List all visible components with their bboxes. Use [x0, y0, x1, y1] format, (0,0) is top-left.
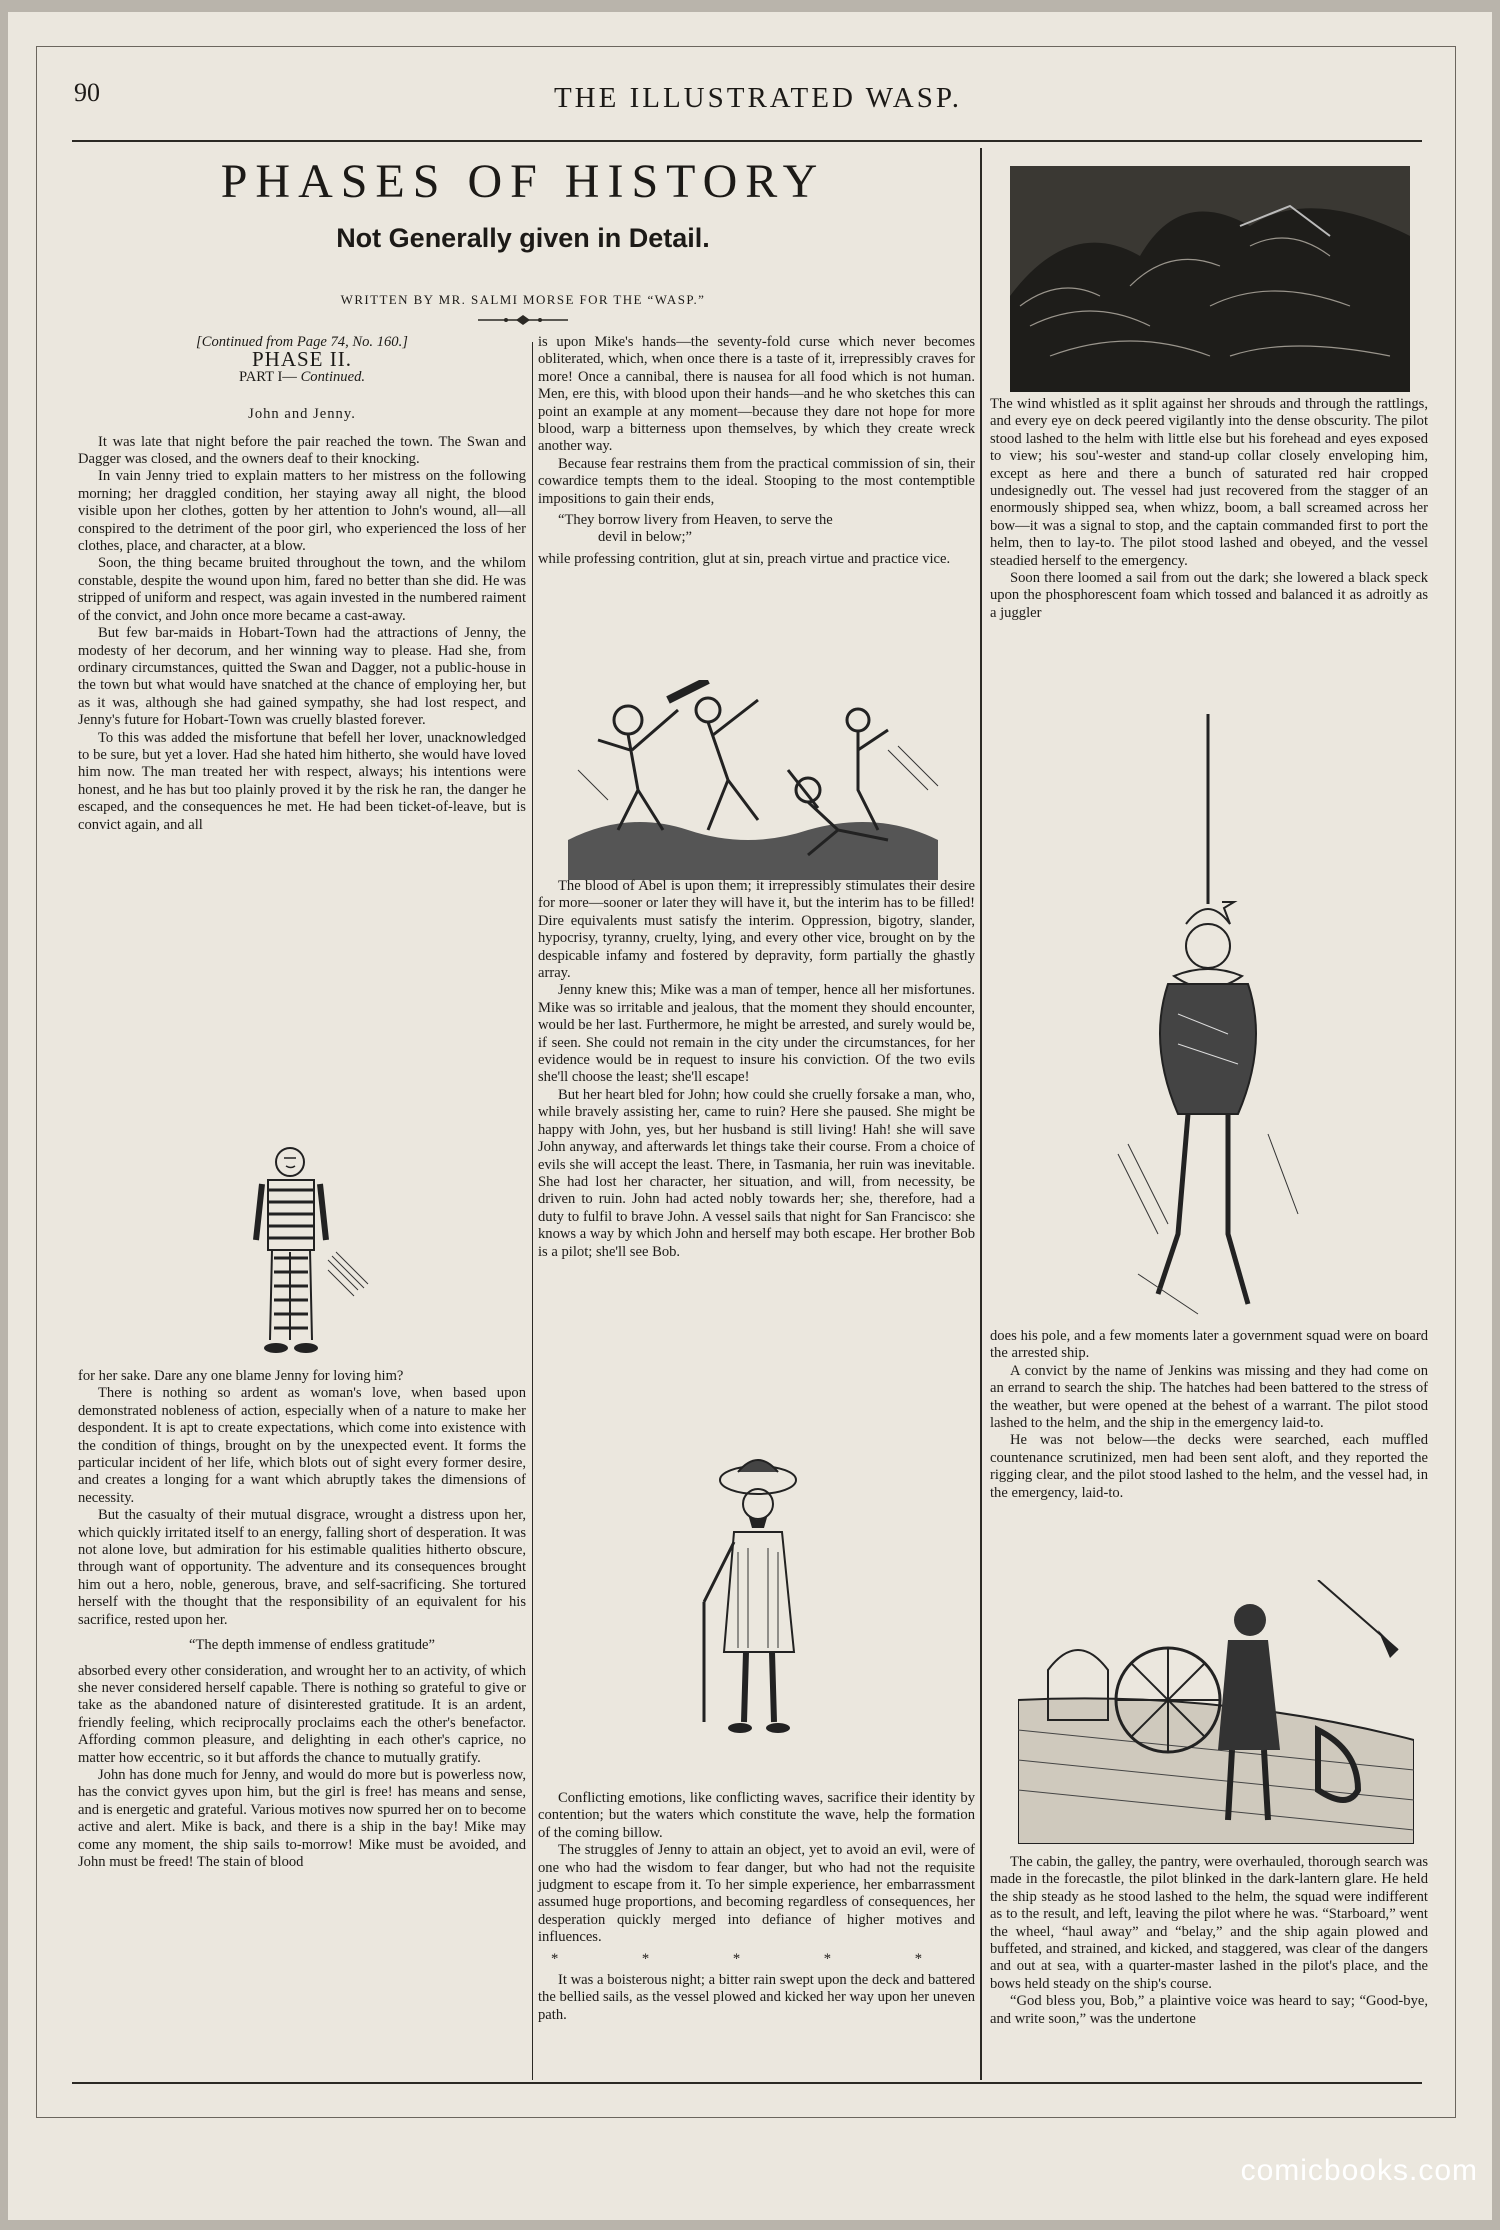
paragraph: The cabin, the galley, the pantry, were overhauled, thorough search was made in the forecastle, the pilot blinked in the dark-lantern glare. He held the ship steady as he stood lashed to the helm, the squad were indifferent as to the result, and left, leaving the pilot where he was. “Starboard,” went the wheel, “haul away” and “belay,” and the ship again plowed and buffeted, and strained, and kicked, and staggered, was clear of the dangers and out at sea, with a quarter-master lashed in the pilot's place, and the bows held steady on the ship's course. — [990, 1854, 1428, 1992]
part-heading — [78, 369, 526, 386]
paragraph: “God bless you, Bob,” a plaintive voice was heard to say; “Good-bye, and write soon,” was the undertone — [990, 1993, 1428, 2027]
quotation: “They borrow livery from Heaven, to serve the — [558, 512, 833, 529]
column-rule-right — [980, 148, 982, 2080]
column-3-middle — [990, 1328, 1428, 1502]
paragraph: The wind whistled as it split against her shrouds and through the rattlings, and every eye on deck peered vigilantly into the dense obscurity. The pilot stood lashed to the helm with little else but his forehead and eyes exposed to view; his sou'-wester and stand-up collar closely enveloping him, except as here and there a bunch of saturated red hair cropped undesignedly out. The vessel had just recovered from the stagger of an enormously shipped sea, when whizz, boom, a ball screamed across her bow—it was a signal to stop, and the captain commanded first to port the helm, then to lay-to. The pilot stood lashed and obeyed, and the vessel steadied herself to the emergency. — [990, 396, 1428, 569]
column-rule-left — [532, 342, 533, 2080]
paragraph: It was late that night before the pair reached the town. The Swan and Dagger was closed, and the owners deaf to their knocking. — [78, 433, 526, 468]
running-head: THE ILLUSTRATED WASP. — [553, 82, 963, 114]
column-2-middle — [538, 878, 975, 1261]
paragraph: Soon, the thing became bruited throughout the town, and the whilom constable, despite the wound upon him, fared no better than she did. He was stripped of uniform and respect, was again invested in the numbered raiment of the convict, and John once more became a cast-away. — [78, 555, 526, 624]
paragraph: Soon there loomed a sail from out the dark; she lowered a black speck upon the phosphorescent foam which tossed and balanced it as adroitly as a juggler — [990, 570, 1428, 621]
paragraph: does his pole, and a few moments later a government squad were on board the arrested ship. — [990, 1328, 1428, 1362]
quotation: devil in below;” — [598, 529, 693, 546]
column-1-bottom — [78, 1368, 526, 1871]
paragraph: But few bar-maids in Hobart-Town had the attractions of Jenny, the modesty of her decorum, and her winning way to please. Had she, from ordinary circumstances, quitted the Swan and Dagger, not a public-house in the town but what would have snatched at the chance of employing her, but as it was, although she had gained sympathy, she had lost respect, and Jenny's future for Hobart-Town was cruelly blasted forever. — [78, 625, 526, 729]
paragraph: The struggles of Jenny to attain an object, yet to avoid an evil, were of one who had the wisdom to fear danger, but who had not the requisite judgment to escape from it. To her simple experience, her embarrassment assumed huge proportions, and becoming regardless of consequences, her desperation quickly merged into defiance of higher motives and influences. — [538, 1842, 975, 1946]
article-subtitle: Not Generally given in Detail. — [336, 223, 710, 253]
paragraph: absorbed every other consideration, and wrought her to an activity, of which she never considered herself capable. There is nothing so grateful to give or take as the abandoned nature of disinterested gratitude. It is an ardent, friendly feeling, which reciprocally proclaims each the other's benefactor. Affording common pleasure, and delighting in each other's caprice, no matter how eccentric, so it but affords the chance to mutually gratify. — [78, 1662, 526, 1766]
site-watermark: comicbooks.com — [1240, 2154, 1478, 2187]
column-2-bottom — [538, 1790, 975, 2024]
hanging-jester-illustration — [1078, 714, 1338, 1326]
page-number: 90 — [74, 78, 100, 107]
column-3-bottom — [990, 1854, 1428, 2028]
paragraph: He was not below—the decks were searched, each muffled countenance scrutinized, men had been sent aloft, and they reported the rigging clear, and the pilot stood lashed to the helm, and the vessel had, in the emergency, laid-to. — [990, 1432, 1428, 1501]
paragraph: But the casualty of their mutual disgrace, wrought a distress upon her, which quickly irritated itself to an energy, falling short of desperation. It was not alone love, but admiration for his estimable qualities hitherto obscure, through want of opportunity. The adventure and its consequences brought him out a hero, noble, generous, brave, and self-sacrificing. She tortured herself with the thought that the responsibility of an equivalent for his sacrifice, rested upon her. — [78, 1507, 526, 1628]
ornament-divider — [78, 314, 968, 330]
paragraph: for her sake. Dare any one blame Jenny for loving him? — [78, 1368, 404, 1384]
paragraph: Because fear restrains them from the practical commission of sin, their cowardice tempts them to the ideal. Stooping to the most contemptible impositions to gain their ends, — [538, 455, 975, 507]
column-3-top — [990, 396, 1428, 622]
gentleman-illustration — [668, 1452, 848, 1752]
paragraph: In vain Jenny tried to explain matters to her mistress on the following morning; her draggled condition, her staying away all night, the blood visible upon her clothes, gotten by her attention to John's wound, all—all conspired to the detriment of the poor girl, who experienced the loss of her clothes, place, and character, at a blow. — [78, 468, 526, 555]
quotation: “The depth immense of endless gratitude” — [189, 1637, 435, 1654]
article-title-block — [78, 150, 968, 330]
newspaper-page — [8, 12, 1492, 2220]
part-label: PART I— — [238, 368, 297, 385]
section-break: * * * * * — [550, 1950, 963, 1967]
paragraph: John has done much for Jenny, and would do more but is powerless now, has the convict gyves upon him, but the girl is free! has means and sense, and is energetic and grateful. Various motives now spurred her on to become active and alert. Mike is back, and there is a ship in the bay! Mike may come any moment, the ship sails to-morrow! Mike must be avoided, and John must be freed! The stain of blood — [78, 1766, 526, 1870]
section-heading: John and Jenny. — [248, 406, 356, 423]
convict-illustration — [228, 1140, 378, 1372]
footer-rule — [72, 2082, 1422, 2084]
continued-note: [Continued from Page 74, No. 160.] — [196, 334, 408, 350]
paragraph: But her heart bled for John; how could she cruelly forsake a man, who, while bravely assisting her, came to ruin? Here she paused. She might be happy with John, yes, but her husband is still living! Hah! she will save John anyway, and afterwards let things take their course. From a choice of evils she will accept the least. There, in Tasmania, her ruin was inevitable. She had lost her character, her situation, and will, from necessity, be driven to ruin. John had acted nobly towards her; she, therefore, had a duty to fulfil to brave John. A vessel sails that night for San Francisco: she knows a way by which John and herself may both escape. Her brother Bob is a pilot; she'll see Bob. — [538, 1086, 975, 1260]
paragraph: A convict by the name of Jenkins was missing and they had come on an errand to search the ship. The hatches had been battered to the stress of the weather, but were opened at the behest of a warrant. The pilot stood lashed to the helm, and the ship in the emergency laid-to. — [990, 1362, 1428, 1432]
phase-heading: PHASE II. — [251, 347, 352, 372]
paragraph: To this was added the misfortune that befell her lover, unacknowledged to be sure, but yet a lover. Had she hated him hitherto, she would have loved him now. The man treated her with respect, always; his intentions were honest, and he has but too plainly proved it by the risk he ran, the danger he escaped, and the consequences he met. He had been ticket-of-leave, but is convict again, and all — [78, 729, 526, 833]
paragraph: It was a boisterous night; a bitter rain swept upon the deck and battered the bellied sails, as the vessel plowed and kicked her way upon her uneven path. — [538, 1972, 975, 2023]
article-title: PHASES OF HISTORY — [220, 155, 826, 208]
article-byline: WRITTEN BY MR. SALMI MORSE FOR THE “WASP.” — [340, 292, 706, 307]
header-rule — [72, 140, 1422, 142]
paragraph: Jenny knew this; Mike was a man of temper, hence all her misfortunes. Mike was so irritable and jealous, that the moment they should encounter, would be her last. Furthermore, he might be arrested, and surely would be, if seen. She could not remain in the city under the circumstances, for her evidence would be in request to insure his conviction. Of the two evils she'll choose the least; she'll escape! — [538, 982, 975, 1086]
column-2-top — [538, 334, 975, 568]
part-note: Continued. — [300, 368, 366, 385]
paragraph: while professing contrition, glut at sin, preach virtue and practice vice. — [538, 550, 951, 567]
ship-helm-illustration — [1018, 1580, 1414, 1844]
paragraph: There is nothing so ardent as woman's love, when based upon demonstrated nobleness of action, especially when of a nature to make her despondent. It is apt to create expectations, which come into existence with the condition of things, brought on by the unexpected event. It forms the particular incident of her life, which blots out of sight every former desire, and creates a longing for a want which abruptly takes the dimensions of necessity. — [78, 1385, 526, 1506]
column-1-top — [78, 334, 526, 834]
storm-sea-illustration — [1010, 166, 1410, 392]
paragraph: The blood of Abel is upon them; it irrepressibly stimulates their desire for more—sooner or later they will have it, but the interim has to be filled! Dire equivalents must satisfy the interim. Oppression, bigotry, slander, hypocrisy, tyranny, cruelty, lying, and every other vice, brought on by the despicable infamy and fostered by depravity, form partially the ghastly array. — [538, 878, 975, 982]
paragraph: Conflicting emotions, like conflicting waves, sacrifice their identity by contention; but the waters which constitute the wave, help the formation of the coming billow. — [538, 1790, 975, 1841]
paragraph: is upon Mike's hands—the seventy-fold curse which never becomes obliterated, which, when once there is a taste of it, irrepressibly craves for more! Once a cannibal, there is nausea for all food which is not human. Men, ere this, with blood upon their hands—and he who sketches this can point an example at any moment—because they dare not hope for more blood, warp a bitterness upon themselves, by which they create wreck another way. — [538, 334, 975, 455]
fighting-figures-illustration — [558, 680, 948, 880]
